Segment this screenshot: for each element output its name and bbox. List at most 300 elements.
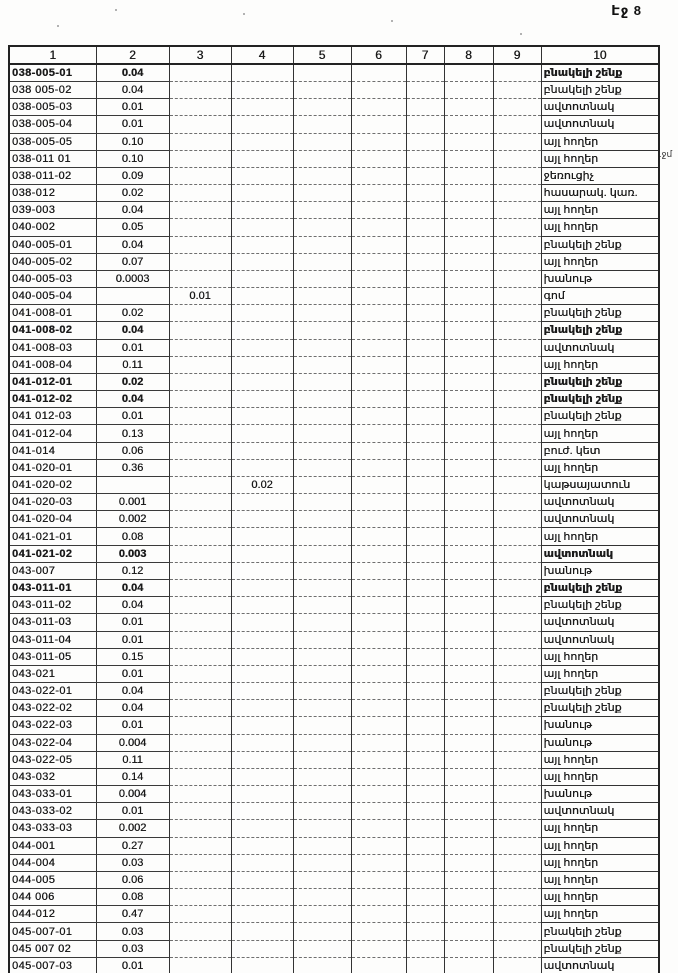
area-value: [169, 545, 231, 562]
land-use-type: ավտոտնակ: [541, 494, 659, 511]
value-cell: [493, 408, 541, 425]
table-row: [9, 356, 659, 373]
value-cell: [444, 820, 493, 837]
value-cell: [406, 648, 444, 665]
value-cell: [406, 906, 444, 923]
value-cell: [293, 339, 351, 356]
value-cell: [293, 202, 351, 219]
area-value: [169, 425, 231, 442]
column-header-7: 7: [406, 46, 444, 64]
land-use-type: ավտոտնակ: [541, 339, 659, 356]
value-cell: [293, 631, 351, 648]
value-cell: [351, 923, 406, 940]
area-value: [231, 391, 293, 408]
area-value: 0.01: [96, 665, 169, 682]
value-cell: [293, 940, 351, 957]
value-cell: [493, 768, 541, 785]
value-cell: [444, 648, 493, 665]
value-cell: [493, 391, 541, 408]
area-value: [169, 734, 231, 751]
value-cell: [444, 734, 493, 751]
value-cell: [493, 64, 541, 82]
value-cell: [444, 700, 493, 717]
area-value: [169, 339, 231, 356]
parcel-code: 040-005-04: [9, 288, 96, 305]
land-use-type: այլ հողեր: [541, 889, 659, 906]
area-value: [231, 562, 293, 579]
area-value: [231, 940, 293, 957]
area-value: [169, 167, 231, 184]
value-cell: [293, 459, 351, 476]
area-value: 0.02: [231, 476, 293, 493]
value-cell: [444, 391, 493, 408]
area-value: [169, 940, 231, 957]
area-value: 0.10: [96, 150, 169, 167]
table-row: [9, 734, 659, 751]
value-cell: [293, 957, 351, 973]
area-value: [231, 64, 293, 82]
value-cell: [493, 82, 541, 99]
value-cell: [351, 579, 406, 596]
table-row: [9, 528, 659, 545]
value-cell: [293, 528, 351, 545]
value-cell: [351, 545, 406, 562]
land-use-type: այլ հողեր: [541, 528, 659, 545]
value-cell: [444, 854, 493, 871]
value-cell: [444, 236, 493, 253]
area-value: 0.01: [96, 957, 169, 973]
noise-dot: [57, 25, 59, 27]
table-row: [9, 322, 659, 339]
parcel-code: 041-008-03: [9, 339, 96, 356]
area-value: [231, 768, 293, 785]
area-value: 0.05: [96, 219, 169, 236]
value-cell: [351, 957, 406, 973]
area-value: 0.004: [96, 734, 169, 751]
value-cell: [351, 339, 406, 356]
value-cell: [351, 476, 406, 493]
area-value: 0.03: [96, 940, 169, 957]
value-cell: [293, 391, 351, 408]
value-cell: [444, 270, 493, 287]
value-cell: [406, 82, 444, 99]
area-value: [169, 253, 231, 270]
value-cell: [406, 253, 444, 270]
land-use-type: բնակելի շենք: [541, 391, 659, 408]
value-cell: [406, 820, 444, 837]
area-value: 0.07: [96, 253, 169, 270]
value-cell: [293, 803, 351, 820]
parcel-code: 044-004: [9, 854, 96, 871]
value-cell: [351, 734, 406, 751]
value-cell: [406, 734, 444, 751]
table-row: [9, 717, 659, 734]
area-value: [169, 116, 231, 133]
value-cell: [293, 288, 351, 305]
value-cell: [406, 889, 444, 906]
value-cell: [444, 99, 493, 116]
area-value: [169, 597, 231, 614]
value-cell: [493, 425, 541, 442]
table-row: [9, 150, 659, 167]
area-value: [231, 528, 293, 545]
area-value: [231, 356, 293, 373]
land-use-type: այլ հողեր: [541, 219, 659, 236]
area-value: [169, 305, 231, 322]
value-cell: [351, 786, 406, 803]
value-cell: [406, 236, 444, 253]
value-cell: [351, 871, 406, 888]
value-cell: [406, 579, 444, 596]
table-row: [9, 373, 659, 390]
value-cell: [406, 528, 444, 545]
parcel-code: 043-022-05: [9, 751, 96, 768]
value-cell: [406, 64, 444, 82]
land-use-type: բնակելի շենք: [541, 82, 659, 99]
table-body: [9, 64, 659, 973]
value-cell: [293, 786, 351, 803]
land-use-type: այլ հողեր: [541, 459, 659, 476]
value-cell: [351, 494, 406, 511]
area-value: [169, 889, 231, 906]
area-value: [169, 683, 231, 700]
value-cell: [406, 270, 444, 287]
table-row: [9, 305, 659, 322]
value-cell: [406, 202, 444, 219]
area-value: [169, 579, 231, 596]
value-cell: [406, 940, 444, 957]
value-cell: [351, 219, 406, 236]
value-cell: [493, 373, 541, 390]
area-value: [231, 202, 293, 219]
table-row: [9, 562, 659, 579]
value-cell: [493, 219, 541, 236]
parcel-code: 039-003: [9, 202, 96, 219]
value-cell: [406, 442, 444, 459]
value-cell: [444, 631, 493, 648]
parcel-code: 038-011 01: [9, 150, 96, 167]
value-cell: [351, 442, 406, 459]
area-value: 0.15: [96, 648, 169, 665]
value-cell: [406, 683, 444, 700]
parcel-code: 043-033-02: [9, 803, 96, 820]
table-row: [9, 597, 659, 614]
area-value: [169, 150, 231, 167]
value-cell: [493, 751, 541, 768]
parcel-code: 043-032: [9, 768, 96, 785]
value-cell: [444, 185, 493, 202]
value-cell: [351, 408, 406, 425]
area-value: [169, 133, 231, 150]
value-cell: [493, 665, 541, 682]
value-cell: [293, 270, 351, 287]
value-cell: [444, 322, 493, 339]
land-use-type: հասարակ. կառ.: [541, 185, 659, 202]
area-value: [169, 614, 231, 631]
value-cell: [351, 597, 406, 614]
value-cell: [406, 631, 444, 648]
land-use-type: այլ հողեր: [541, 648, 659, 665]
land-use-type: խանութ: [541, 786, 659, 803]
area-value: [169, 768, 231, 785]
value-cell: [293, 356, 351, 373]
area-value: [169, 511, 231, 528]
land-use-type: խանութ: [541, 562, 659, 579]
area-value: [231, 494, 293, 511]
land-use-type: բնակելի շենք: [541, 373, 659, 390]
area-value: 0.04: [96, 683, 169, 700]
area-value: [231, 545, 293, 562]
land-use-type: ջեռուցիչ: [541, 167, 659, 184]
value-cell: [293, 511, 351, 528]
parcel-code: 045-007-03: [9, 957, 96, 973]
parcel-code: 043-011-03: [9, 614, 96, 631]
land-use-type: այլ հողեր: [541, 150, 659, 167]
table-row: [9, 854, 659, 871]
area-value: [231, 665, 293, 682]
area-value: [169, 373, 231, 390]
area-value: 0.02: [96, 185, 169, 202]
value-cell: [406, 786, 444, 803]
value-cell: [293, 494, 351, 511]
value-cell: [406, 288, 444, 305]
value-cell: [293, 408, 351, 425]
noise-dot: [391, 20, 393, 22]
area-value: 0.01: [96, 631, 169, 648]
parcel-code: 040-002: [9, 219, 96, 236]
land-use-type: խանութ: [541, 270, 659, 287]
area-value: 0.11: [96, 356, 169, 373]
value-cell: [351, 185, 406, 202]
area-value: [169, 476, 231, 493]
value-cell: [293, 906, 351, 923]
land-use-type: ավտոտնակ: [541, 116, 659, 133]
value-cell: [406, 116, 444, 133]
area-value: [231, 614, 293, 631]
parcel-code: 043-011-02: [9, 597, 96, 614]
value-cell: [493, 356, 541, 373]
value-cell: [493, 511, 541, 528]
value-cell: [493, 236, 541, 253]
area-value: 0.11: [96, 751, 169, 768]
table-row: [9, 871, 659, 888]
value-cell: [493, 476, 541, 493]
parcel-code: 041-012-04: [9, 425, 96, 442]
value-cell: [444, 82, 493, 99]
value-cell: [493, 562, 541, 579]
area-value: [231, 253, 293, 270]
table-row: [9, 957, 659, 973]
area-value: [231, 786, 293, 803]
value-cell: [444, 64, 493, 82]
parcel-code: 041-020-01: [9, 459, 96, 476]
area-value: [231, 871, 293, 888]
value-cell: [406, 803, 444, 820]
area-value: [231, 700, 293, 717]
area-value: [169, 786, 231, 803]
handwritten-margin-note: .ջմ: [659, 149, 673, 159]
area-value: 0.01: [96, 803, 169, 820]
value-cell: [406, 494, 444, 511]
land-use-type: ավտոտնակ: [541, 545, 659, 562]
noise-dot: [243, 13, 245, 15]
parcel-code: 044-001: [9, 837, 96, 854]
land-use-type: խանութ: [541, 734, 659, 751]
value-cell: [406, 373, 444, 390]
value-cell: [293, 476, 351, 493]
value-cell: [293, 545, 351, 562]
area-value: [169, 494, 231, 511]
column-header-3: 3: [169, 46, 231, 64]
value-cell: [351, 511, 406, 528]
area-value: [231, 734, 293, 751]
value-cell: [406, 665, 444, 682]
value-cell: [493, 906, 541, 923]
land-use-type: այլ հողեր: [541, 356, 659, 373]
area-value: [169, 185, 231, 202]
area-value: [169, 648, 231, 665]
value-cell: [351, 270, 406, 287]
land-use-type: խանութ: [541, 717, 659, 734]
noise-dot: [520, 33, 522, 35]
value-cell: [293, 99, 351, 116]
value-cell: [406, 339, 444, 356]
land-use-type: այլ հողեր: [541, 425, 659, 442]
value-cell: [444, 133, 493, 150]
value-cell: [444, 751, 493, 768]
parcel-code: 041-020-03: [9, 494, 96, 511]
area-value: 0.06: [96, 871, 169, 888]
land-use-type: այլ հողեր: [541, 202, 659, 219]
land-use-type: այլ հողեր: [541, 253, 659, 270]
value-cell: [293, 322, 351, 339]
value-cell: [351, 64, 406, 82]
value-cell: [351, 837, 406, 854]
area-value: [169, 854, 231, 871]
value-cell: [493, 889, 541, 906]
area-value: 0.002: [96, 511, 169, 528]
area-value: 0.002: [96, 820, 169, 837]
parcel-code: 041-021-01: [9, 528, 96, 545]
value-cell: [493, 528, 541, 545]
area-value: [169, 562, 231, 579]
table-row: [9, 545, 659, 562]
value-cell: [493, 579, 541, 596]
area-value: [169, 459, 231, 476]
value-cell: [406, 751, 444, 768]
parcel-code: 043-007: [9, 562, 96, 579]
value-cell: [293, 648, 351, 665]
value-cell: [406, 511, 444, 528]
area-value: 0.004: [96, 786, 169, 803]
area-value: 0.02: [96, 373, 169, 390]
area-value: [231, 854, 293, 871]
land-use-type: այլ հողեր: [541, 906, 659, 923]
value-cell: [406, 459, 444, 476]
table-row: [9, 133, 659, 150]
value-cell: [444, 288, 493, 305]
land-use-type: ավտոտնակ: [541, 957, 659, 973]
value-cell: [293, 700, 351, 717]
parcel-code: 041-012-01: [9, 373, 96, 390]
value-cell: [293, 665, 351, 682]
value-cell: [351, 614, 406, 631]
value-cell: [493, 631, 541, 648]
table-row: [9, 99, 659, 116]
value-cell: [406, 425, 444, 442]
value-cell: [444, 202, 493, 219]
land-use-type: բնակելի շենք: [541, 64, 659, 82]
area-value: [231, 133, 293, 150]
parcel-code: 044-005: [9, 871, 96, 888]
area-value: [231, 923, 293, 940]
table-row: [9, 408, 659, 425]
area-value: 0.47: [96, 906, 169, 923]
value-cell: [444, 545, 493, 562]
land-use-type: ավտոտնակ: [541, 511, 659, 528]
value-cell: [351, 665, 406, 682]
value-cell: [293, 116, 351, 133]
area-value: [231, 167, 293, 184]
value-cell: [406, 408, 444, 425]
value-cell: [493, 133, 541, 150]
column-header-1: 1: [9, 46, 96, 64]
value-cell: [493, 837, 541, 854]
value-cell: [493, 820, 541, 837]
area-value: [169, 837, 231, 854]
area-value: 0.04: [96, 202, 169, 219]
value-cell: [351, 683, 406, 700]
value-cell: [493, 339, 541, 356]
area-value: 0.04: [96, 597, 169, 614]
value-cell: [493, 734, 541, 751]
value-cell: [444, 219, 493, 236]
value-cell: [444, 786, 493, 803]
parcel-code: 041-020-02: [9, 476, 96, 493]
value-cell: [293, 683, 351, 700]
value-cell: [406, 562, 444, 579]
table-row: [9, 665, 659, 682]
value-cell: [406, 545, 444, 562]
area-value: [231, 288, 293, 305]
value-cell: [406, 768, 444, 785]
area-value: [231, 803, 293, 820]
parcel-code: 040-005-02: [9, 253, 96, 270]
value-cell: [293, 734, 351, 751]
value-cell: [493, 614, 541, 631]
value-cell: [493, 803, 541, 820]
area-value: [169, 803, 231, 820]
value-cell: [293, 871, 351, 888]
area-value: 0.03: [96, 854, 169, 871]
area-value: 0.14: [96, 768, 169, 785]
value-cell: [493, 167, 541, 184]
land-use-type: այլ հողեր: [541, 751, 659, 768]
noise-dot: [115, 9, 117, 11]
value-cell: [351, 305, 406, 322]
table-row: [9, 803, 659, 820]
value-cell: [293, 820, 351, 837]
area-value: [169, 202, 231, 219]
area-value: 0.01: [96, 116, 169, 133]
value-cell: [444, 562, 493, 579]
land-use-type: այլ հողեր: [541, 768, 659, 785]
value-cell: [493, 270, 541, 287]
land-use-type: բնակելի շենք: [541, 597, 659, 614]
area-value: [231, 597, 293, 614]
area-value: 0.03: [96, 923, 169, 940]
value-cell: [493, 185, 541, 202]
